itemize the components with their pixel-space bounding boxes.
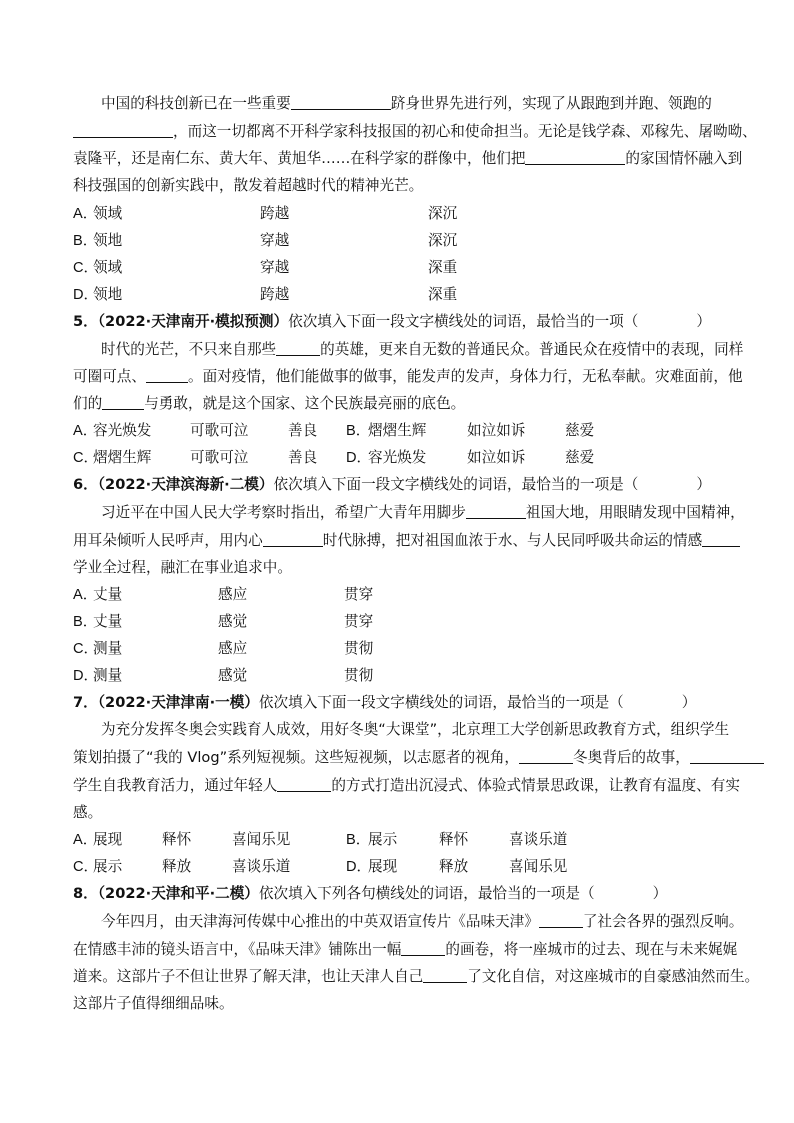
document-page: 中国的科技创新已在一些重要 跻身世界先进行列，实现了从跟跑到并跑、领跑的 ，而这一切都离不开科学家科技报国的初心和使命担当。无论是钱学森、邓稼先、屠呦呦、 袁隆平，还是南仁东、黄大年、黄旭华……在科学家的群像中，他们把 的家国情怀融入到 科技强国的创新实践中，散发着超越时代的精神光芒。 A． 领域 跨越 深沉 B． 领地 穿越 深沉 C． 领域 穿越 深重 D． 领地 跨越 深重 5．（2022·天津南开·模拟预测）依次填入下面一段文字横线处的词语，最恰当的一项（ ） 时代的光芒，不只来自那些 的英雄，更来自无数的普通民众。普通民众在疫情中的表现，同样 可圈可点、 。面对疫情，他们能做事的做事，能发声的发声，身体力行，无私奉献。灾难面前，他 们的 与勇敢，就是这个国家、这个民族最亮丽的底色。 A． 容光焕发 可歌可泣 善良 B． 熠熠生辉 如泣如诉 慈爱 C． 熠熠生辉 可歌可泣 善良 D． 容光焕发 如泣如诉 慈爱 6．（2022·天津滨海新·二模）依次填入下面一段文字横线处的词语，最恰当的一项是（ ） 习近平在中国人民大学考察时指出，希望广大青年用脚步 祖国大地，用眼睛发现中国精神， 用耳朵倾听人民呼声，用内心 时代脉搏，把对祖国血浓于水、与人民同呼吸共命运的情感 学业全过程，融汇在事业追求中。 A． 丈量 感应 贯穿 B． 丈量 感觉 贯穿 C． 测量 感应 贯彻 D． 测量 感觉 贯彻 7．（2022·天津津南·一模）依次填入下面一段文字横线处的词语，最恰当的一项是（ ） 为充分发挥冬奥会实践育人成效，用好冬奥“大课堂”，北京理工大学创新思政教育方式，组织学生 策划拍摄了“我的 Vlog”系列短视频。这些短视频，以志愿者的视角， 冬奥背后的故事， 学生自我教育活力，通过年轻人 的方式打造出沉浸式、体验式情景思政课，让教育有温度、有实 感。 A． 展现 释怀 喜闻乐见 B． 展示 释怀 喜谈乐道 C． 展示 释放 喜谈乐道 D． 展现 释放 喜闻乐见 8．（2022·天津和平·二模）依次填入下列各句横线处的词语，最恰当的一项是（ ） 今年四月，由天津海河传媒中心推出的中英双语宣传片《品味天津》 了社会各界的强烈反响。 在情感丰沛的镜头语言中，《品味天津》铺陈出一幅 的画卷，将一座城市的过去、现在与未来娓娓 道来。这部片子不但让世界了解天津，也让天津人自己 了文化自信，对这座城市的自豪感油然而生。 这部片子值得细细品味。 <box>0 0 794 1123</box>
answer-blank <box>102 395 144 410</box>
q5-paragraph-line-2: 可圈可点、 。面对疫情，他们能做事的做事，能发声的发声，身体力行，无私奉献。灾难面前，他 <box>73 368 743 385</box>
q5-heading: 5．（2022·天津南开·模拟预测）依次填入下面一段文字横线处的词语，最恰当的一项（ ） <box>73 313 711 330</box>
answer-blank <box>466 504 526 519</box>
q6-paragraph-line-3: 学业全过程，融汇在事业追求中。 <box>73 559 292 576</box>
q8-paragraph-line-4: 这部片子值得细细品味。 <box>73 995 234 1012</box>
answer-blank <box>277 777 331 792</box>
answer-blank <box>263 532 323 547</box>
answer-blank <box>423 968 467 983</box>
answer-blank <box>690 749 764 764</box>
q6-paragraph-line-1: 习近平在中国人民大学考察时指出，希望广大青年用脚步 祖国大地，用眼睛发现中国精神， <box>101 504 745 521</box>
q4-paragraph-line-3: 袁隆平，还是南仁东、黄大年、黄旭华……在科学家的群像中，他们把 的家国情怀融入到 <box>73 150 743 167</box>
answer-blank <box>401 941 445 956</box>
answer-blank <box>73 123 173 138</box>
answer-blank <box>146 368 188 383</box>
answer-blank <box>539 913 583 928</box>
q6-paragraph-line-2: 用耳朵倾听人民呼声，用内心 时代脉搏，把对祖国血浓于水、与人民同呼吸共命运的情感 <box>73 531 740 551</box>
q5-paragraph-line-3: 们的 与勇敢，就是这个国家、这个民族最亮丽的底色。 <box>73 395 466 412</box>
q5-paragraph-line-1: 时代的光芒，不只来自那些 的英雄，更来自无数的普通民众。普通民众在疫情中的表现，同样 <box>101 341 744 358</box>
q6-heading: 6．（2022·天津滨海新·二模）依次填入下面一段文字横线处的词语，最恰当的一项是（ ） <box>73 476 711 493</box>
q8-paragraph-line-2: 在情感丰沛的镜头语言中，《品味天津》铺陈出一幅 的画卷，将一座城市的过去、现在与未来娓娓 <box>73 941 738 958</box>
answer-blank <box>519 749 573 764</box>
q4-paragraph-line-1: 中国的科技创新已在一些重要 跻身世界先进行列，实现了从跟跑到并跑、领跑的 <box>101 95 712 112</box>
q4-paragraph-line-2: ，而这一切都离不开科学家科技报国的初心和使命担当。无论是钱学森、邓稼先、屠呦呦、 <box>73 122 757 142</box>
q7-paragraph-line-2: 策划拍摄了“我的 Vlog”系列短视频。这些短视频，以志愿者的视角， 冬奥背后的故事， <box>73 748 764 768</box>
q8-paragraph-line-1: 今年四月，由天津海河传媒中心推出的中英双语宣传片《品味天津》 了社会各界的强烈反响。 <box>101 913 744 930</box>
answer-blank <box>525 150 625 165</box>
answer-blank <box>276 341 320 356</box>
q4-paragraph-line-4: 科技强国的创新实践中，散发着超越时代的精神光芒。 <box>73 177 424 194</box>
q8-heading: 8．（2022·天津和平·二模）依次填入下列各句横线处的词语，最恰当的一项是（ ） <box>73 885 668 902</box>
q7-paragraph-line-1: 为充分发挥冬奥会实践育人成效，用好冬奥“大课堂”，北京理工大学创新思政教育方式，组织学生 <box>101 721 730 738</box>
q7-paragraph-line-3: 学生自我教育活力，通过年轻人 的方式打造出沉浸式、体验式情景思政课，让教育有温度、有实 <box>73 777 740 794</box>
answer-blank <box>702 532 740 547</box>
q7-heading: 7．（2022·天津津南·一模）依次填入下面一段文字横线处的词语，最恰当的一项是（ ） <box>73 694 697 711</box>
q8-paragraph-line-3: 道来。这部片子不但让世界了解天津，也让天津人自己 了文化自信，对这座城市的自豪感油然而生。 <box>73 968 760 985</box>
q7-paragraph-line-4: 感。 <box>73 804 103 821</box>
answer-blank <box>291 95 391 110</box>
